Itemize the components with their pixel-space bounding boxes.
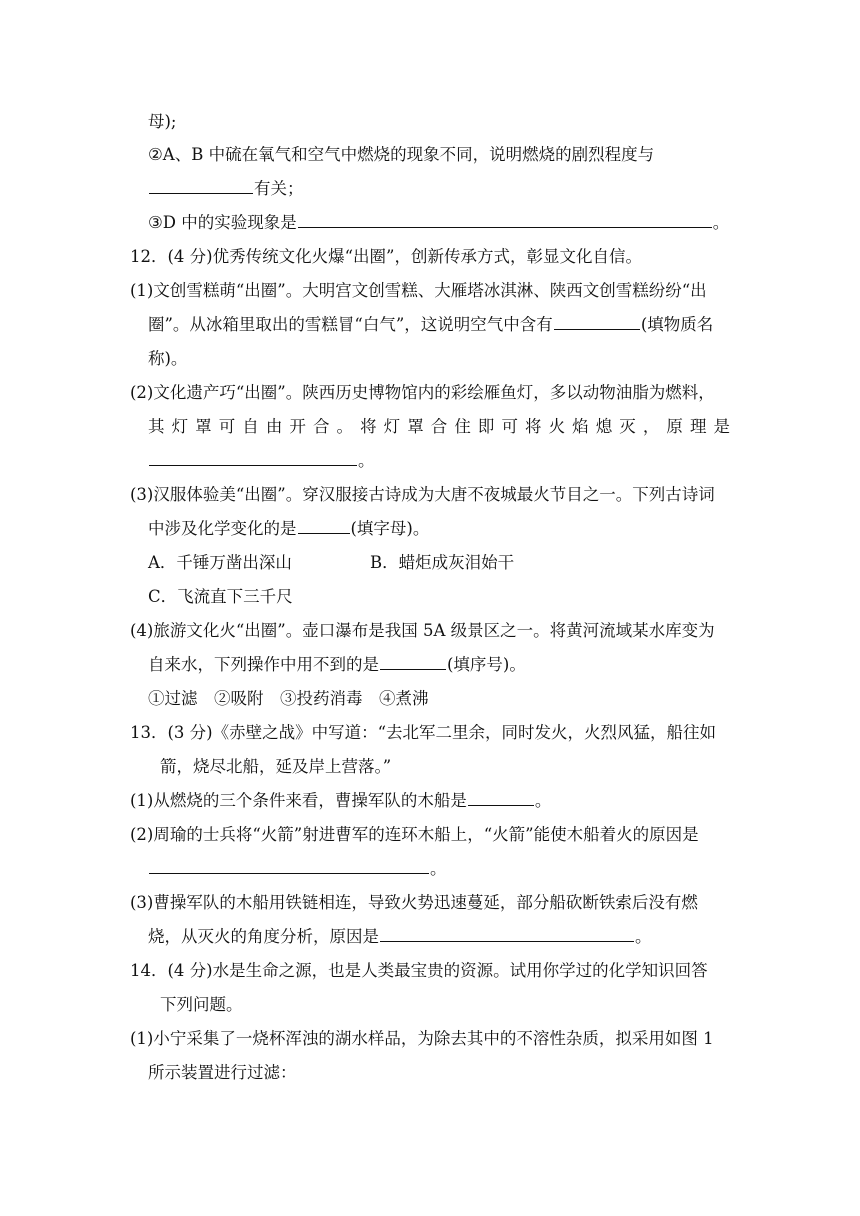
answer-blank[interactable] (298, 517, 350, 534)
q13-heading-line-2: 箭，烧尽北船，延及岸上营落。” (160, 757, 392, 776)
q14-heading-line-1: 14．(4 分)水是生命之源，也是人类最宝贵的资源。试用你学过的化学知识回答 (130, 961, 708, 980)
q14-part1-line-1: (1)小宁采集了一烧杯浑浊的湖水样品，为除去其中的不溶性杂质，拟采用如图 1 (130, 1029, 714, 1048)
q12-option-b: B．蜡炬成灰泪始干 (370, 553, 515, 572)
q13-part2-line-2: 。 (148, 857, 447, 881)
q13-part3-line-2: 烧，从灭火的角度分析，原因是 。 (148, 927, 652, 946)
q12-part3-line-1: (3)汉服体验美“出圈”。穿汉服接古诗成为大唐不夜城最火节目之一。下列古诗词 (130, 485, 715, 504)
q11-line-2: ②A、B 中硫在氧气和空气中燃烧的现象不同，说明燃烧的剧烈程度与 (148, 145, 655, 164)
q12-heading: 12．(4 分)优秀传统文化火爆“出圈”，创新传承方式，彰显文化自信。 (130, 247, 642, 266)
q11-line-1: 母); (148, 112, 177, 131)
q12-part2-line-1: (2)文化遗产巧“出圈”。陕西历史博物馆内的彩绘雁鱼灯，多以动物油脂为燃料， (130, 383, 715, 402)
q12-part4-line-2: 自来水，下列操作中用不到的是 (填序号)。 (148, 655, 526, 674)
q14-part1-line-2: 所示装置进行过滤： (148, 1063, 297, 1082)
q14-heading-line-2: 下列问题。 (160, 995, 243, 1014)
answer-blank[interactable] (149, 177, 253, 194)
answer-blank[interactable] (554, 313, 640, 330)
q12-part1-line-2: 圈”。从冰箱里取出的雪糕冒“白气”，这说明空气中含有 (填物质名 (148, 315, 714, 334)
answer-blank[interactable] (298, 211, 712, 228)
q13-part3-line-1: (3)曹操军队的木船用铁链相连，导致火势迅速蔓延，部分船砍断铁索后没有燃 (130, 893, 698, 912)
q12-part3-line-2: 中涉及化学变化的是 (填字母)。 (148, 519, 430, 538)
answer-blank[interactable] (380, 653, 446, 670)
q11-line-3: 有关； (148, 177, 304, 201)
q12-part1-line-3: 称)。 (148, 349, 188, 368)
q12-part2-line-2: 其灯罩可自由开合。将灯罩合住即可将火焰熄灭，原理是 (148, 417, 730, 436)
answer-blank[interactable] (149, 449, 357, 466)
answer-blank[interactable] (468, 789, 534, 806)
q13-heading-line-1: 13．(3 分)《赤壁之战》中写道：“去北军二里余，同时发火，火烈风猛，船往如 (130, 723, 717, 742)
q11-line-4: ③D 中的实验现象是 。 (148, 213, 730, 232)
q12-part2-line-3: 。 (148, 449, 375, 473)
answer-blank[interactable] (149, 857, 429, 874)
q12-part1-line-1: (1)文创雪糕萌“出圈”。大明宫文创雪糕、大雁塔冰淇淋、陕西文创雪糕纷纷“出 (130, 281, 707, 300)
q12-option-c: C．飞流直下三千尺 (148, 587, 293, 606)
q13-part1: (1)从燃烧的三个条件来看，曹操军队的木船是 。 (130, 791, 552, 810)
q12-part4-line-1: (4)旅游文化火“出圈”。壶口瀑布是我国 5A 级景区之一。将黄河流域某水库变为 (130, 621, 715, 640)
q12-option-a: A．千锤万凿出深山 (148, 553, 292, 572)
q12-part4-options: ①过滤 ②吸附 ③投药消毒 ④煮沸 (148, 689, 429, 708)
answer-blank[interactable] (380, 925, 634, 942)
q13-part2-line-1: (2)周瑜的士兵将“火箭”射进曹军的连环木船上，“火箭”能使木船着火的原因是 (130, 825, 699, 844)
